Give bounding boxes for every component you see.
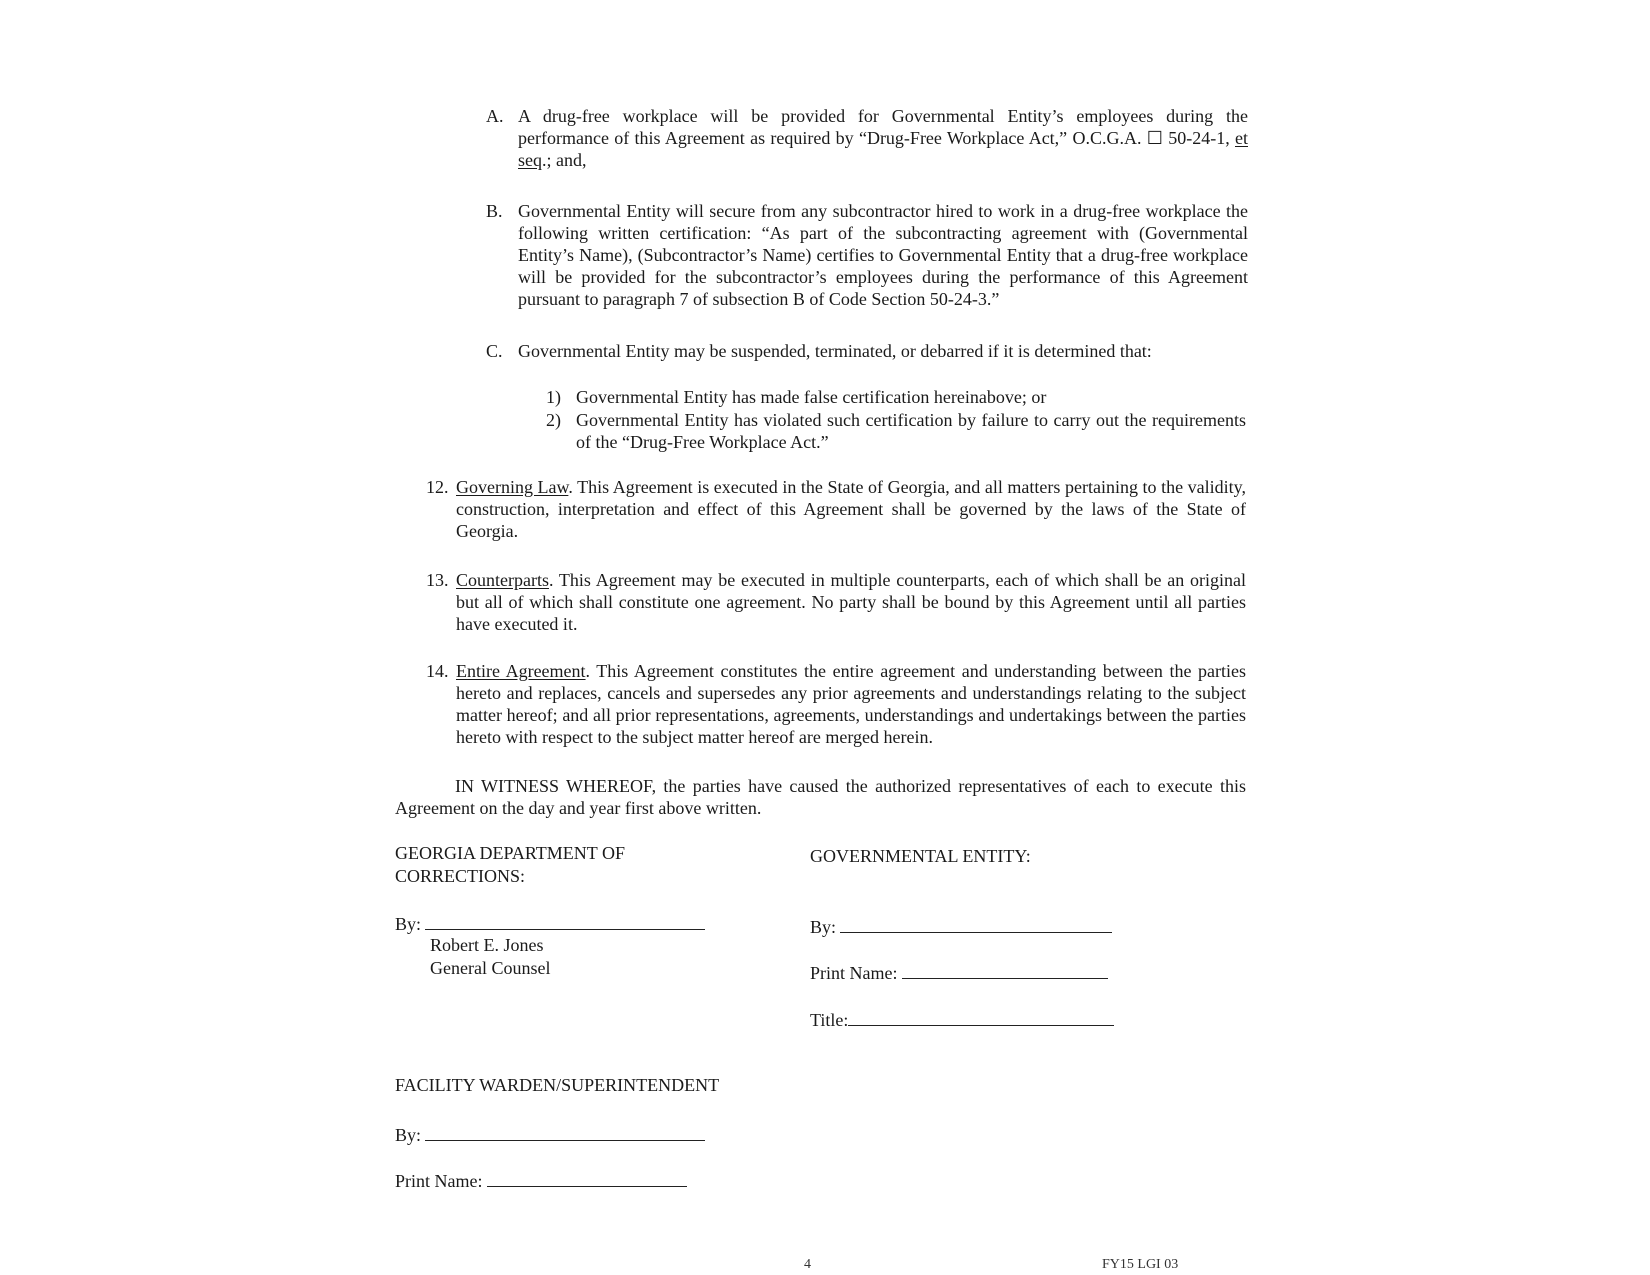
- sub-item-2-text: Governmental Entity has violated such certification by failure to carry out the requirements of the “Drug-Free Workplace Act.”: [576, 410, 1246, 452]
- gdc-signer-title: General Counsel: [430, 958, 551, 978]
- entity-title-row: Title:: [810, 1007, 1114, 1031]
- warden-print-name-line[interactable]: [487, 1168, 687, 1187]
- entity-signature-line[interactable]: [840, 914, 1112, 933]
- sub-item-1-text: Governmental Entity has made false certification hereinabove; or: [576, 387, 1047, 407]
- warden-by-row: By:: [395, 1122, 705, 1146]
- entity-heading: GOVERNMENTAL ENTITY:: [810, 846, 1031, 866]
- section-12-text: Governing Law. This Agreement is executed in the State of Georgia, and all matters pertaining to the validity, construction, interpretation and effect of this Agreement shall be governed by the laws of the State of Georgia.: [456, 477, 1246, 541]
- entity-print-name-line[interactable]: [902, 960, 1108, 979]
- section-13-heading: Counterparts: [456, 570, 549, 590]
- warden-heading: FACILITY WARDEN/SUPERINTENDENT: [395, 1075, 720, 1095]
- item-a-marker: A.: [486, 106, 504, 126]
- section-12-number: 12.: [426, 477, 449, 497]
- page-number: 4: [804, 1257, 811, 1272]
- gdc-signer-name: Robert E. Jones: [430, 935, 544, 955]
- item-b-marker: B.: [486, 201, 503, 221]
- warden-print-name-row: Print Name:: [395, 1168, 687, 1192]
- item-c-marker: C.: [486, 341, 503, 361]
- sub-item-2-marker: 2): [546, 410, 561, 430]
- item-a-text: A drug-free workplace will be provided for Governmental Entity’s employees during the performance of this Agreement as required by “Drug-Free Workplace Act,” O.C.G.A. ☐ 50-24-1, et seq.; and,: [518, 106, 1248, 170]
- gdc-heading-line2: CORRECTIONS:: [395, 866, 526, 886]
- entity-by-row: By:: [810, 914, 1112, 938]
- section-13-text: Counterparts. This Agreement may be executed in multiple counterparts, each of which shall be an original but all of which shall constitute one agreement. No party shall be bound by this Agreement until all parties have executed it.: [456, 570, 1246, 634]
- section-14-text: Entire Agreement. This Agreement constitutes the entire agreement and understanding between the parties hereto and replaces, cancels and supersedes any prior agreements and understandings relating to the subject matter hereof; and all prior representations, agreements, understandings and undertakings between the parties hereto with respect to the subject matter hereof are merged herein.: [456, 661, 1246, 747]
- entity-print-name-row: Print Name:: [810, 960, 1108, 984]
- section-13-number: 13.: [426, 570, 449, 590]
- entity-title-line[interactable]: [848, 1007, 1114, 1026]
- warden-signature-line[interactable]: [425, 1122, 705, 1141]
- witness-paragraph: IN WITNESS WHEREOF, the parties have caused the authorized representatives of each to execute this Agreement on the day and year first above written.: [395, 776, 1246, 818]
- section-12-heading: Governing Law: [456, 477, 569, 497]
- item-b-text: Governmental Entity will secure from any subcontractor hired to work in a drug-free workplace the following written certification: “As part of the subcontracting agreement with (Governmental Entity’s Name), (Subcontractor’s Name) certifies to Governmental Entity that a drug-free workplace will be provided for the subcontractor’s employees during the performance of this Agreement pursuant to paragraph 7 of subsection B of Code Section 50-24-3.”: [518, 201, 1248, 309]
- sub-item-1-marker: 1): [546, 387, 561, 407]
- gdc-heading-line1: GEORGIA DEPARTMENT OF: [395, 843, 625, 863]
- document-code: FY15 LGI 03: [1102, 1257, 1179, 1272]
- section-14-heading: Entire Agreement: [456, 661, 586, 681]
- item-c-text: Governmental Entity may be suspended, terminated, or debarred if it is determined that:: [518, 341, 1152, 361]
- gdc-by-row: By:: [395, 911, 705, 935]
- section-14-number: 14.: [426, 661, 449, 681]
- gdc-signature-line[interactable]: [425, 911, 705, 930]
